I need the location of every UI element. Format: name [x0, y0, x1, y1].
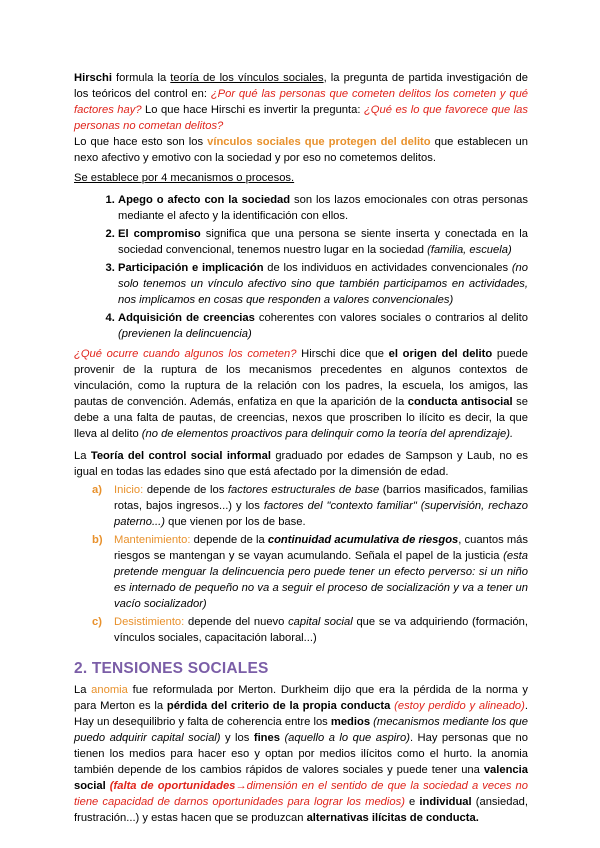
- text-run: La: [74, 450, 91, 462]
- mechanism-text: coherentes con valores sociales o contrarios al delito: [254, 312, 528, 324]
- mechanism-title: Adquisición de creencias: [118, 312, 255, 324]
- paragraph-origin-of-crime: [74, 346, 528, 442]
- section-heading: 2. TENSIONES SOCIALES: [74, 660, 269, 677]
- mechanism-text: son los lazos emocionales con otras personas mediante el afecto y la identificación con ellos.: [118, 194, 528, 222]
- list-item: [74, 614, 528, 646]
- highlight-social-bonds: vínculos sociales que protegen del delito: [207, 136, 431, 148]
- list-item: [118, 310, 528, 342]
- italic-term: factores del "contexto familiar" (supervisión, rechazo paterno...): [114, 500, 528, 528]
- list-marker: b): [92, 534, 103, 546]
- mechanism-text: de los individuos en actividades convencionales: [263, 262, 512, 274]
- mechanism-title: Apego o afecto con la sociedad: [118, 194, 291, 206]
- stage-body: [114, 614, 528, 646]
- text-run: , la pregunta de partida investigación de los teóricos del control en:: [74, 72, 528, 100]
- question-when-crime: ¿Qué ocurre cuando algunos los cometen?: [74, 348, 297, 360]
- text-run: formula la: [111, 72, 171, 84]
- mechanism-title: Participación e implicación: [118, 262, 264, 274]
- text-run: (barrios masificados, familias rotas, bajos ingresos...) y los: [114, 484, 528, 512]
- bold-term: medios: [330, 716, 371, 728]
- list-item: [118, 260, 528, 308]
- bold-term: fines: [253, 732, 280, 744]
- mechanism-note: (no solo tenemos un vínculo afectivo sino que también participamos en actividades, nos implicamos en cosas que responden a valores convencionales): [118, 262, 528, 306]
- text-run: , cuantos más riesgos se mantengan y se vayan acumulando. Señala el papel de la justicia: [114, 534, 528, 562]
- text-run: Lo que hace esto son los: [74, 136, 208, 148]
- bold-term: conducta antisocial: [407, 396, 513, 408]
- italic-note: (aquello a lo que aspiro): [279, 732, 410, 744]
- text-run: que vienen por los de base.: [165, 516, 306, 528]
- stage-label: Inicio:: [114, 484, 144, 496]
- text-run: fue reformulada por Merton. Durkheim dijo que era la pérdida de la norma y para Merton es la: [74, 684, 528, 712]
- author-name: Hirschi: [74, 72, 112, 84]
- bold-term: alternativas ilícitas de conducta.: [306, 812, 479, 824]
- mechanism-note: (previenen la delincuencia): [118, 328, 252, 340]
- text-run: . Hay un desequilibrio y falta de coherencia entre los: [74, 700, 528, 728]
- question-why-crime: ¿Por qué las personas que cometen delitos los cometen y qué factores hay?: [74, 88, 529, 116]
- text-run: y los: [220, 732, 254, 744]
- text-run: (ansiedad, frustración...) y estas hacen que se produzcan: [74, 796, 528, 824]
- italic-term: factores estructurales de base: [227, 484, 380, 496]
- text-run: depende del nuevo: [184, 616, 289, 628]
- highlight-anomie: anomia: [91, 684, 128, 696]
- italic-note: (esta pretende menguar la delincuencia pero puede tener un efecto perverso: si un niño es internado de pequeño no va a seguir el proceso de socialización y va a tener un vacío socializador): [114, 550, 528, 610]
- text-run: graduado por edades de Sampson y Laub, no es igual en todas las edades sino que está afectado por la dimensión de edad.: [74, 450, 528, 478]
- text-run: depende de la: [190, 534, 268, 546]
- stage-label: Desistimiento:: [114, 616, 185, 628]
- text-run: La: [74, 684, 92, 696]
- list-marker: c): [92, 616, 102, 628]
- text-run: que establecen un nexo afectivo y emotivo con la sociedad y por eso no cometemos delitos.: [74, 136, 528, 164]
- mechanisms-list: [74, 192, 528, 342]
- text-run: Hirschi dice que: [296, 348, 389, 360]
- list-item: [74, 532, 528, 612]
- paragraph-hirschi-intro: [74, 70, 528, 134]
- list-item: [118, 226, 528, 258]
- question-why-not-crime: ¿Qué es lo que favorece que las personas no cometan delitos?: [74, 104, 528, 132]
- italic-note: (no de elementos proactivos para delinquir como la teoría del aprendizaje).: [141, 428, 514, 440]
- red-note: →dimensión en el sentido de que la sociedad a veces no tiene capacidad de darnos oportunidades para lograr los medios): [74, 780, 528, 808]
- stage-body: [114, 532, 528, 612]
- mechanisms-heading: Se establece por 4 mecanismos o procesos.: [74, 172, 295, 184]
- text-run: depende de los: [143, 484, 228, 496]
- mechanisms-intro: [74, 170, 528, 186]
- text-run: se debe a una falta de pautas, de creencias, nexos que proscriben lo ilícito es decir, la que lleva al delito: [74, 396, 528, 440]
- red-note: (estoy perdido y alineado): [390, 700, 525, 712]
- paragraph-informal-control: [74, 448, 528, 480]
- list-item: [118, 192, 528, 224]
- text-run: que se va adquiriendo (formación, vínculos sociales, capacitación laboral...): [114, 616, 528, 644]
- mechanism-note: (familia, escuela): [427, 244, 512, 256]
- text-run: . Hay personas que no tienen los medios para hacer eso y optan por medios ilícitos como el hurto. la anomia también depende de los cambios rápidos de valores sociales y puede tener una: [74, 732, 528, 776]
- italic-note: (mecanismos mediante los que puedo adquirir capital social): [74, 716, 528, 744]
- bold-term: individual: [419, 796, 472, 808]
- list-item: [74, 482, 528, 530]
- mechanism-title: El compromiso: [118, 228, 201, 240]
- stage-body: [114, 482, 528, 530]
- list-marker: a): [92, 484, 102, 496]
- italic-term: capital social: [288, 616, 353, 628]
- text-run: e: [404, 796, 420, 808]
- paragraph-anomie: [74, 682, 528, 826]
- stages-list: [74, 482, 528, 646]
- theory-name: teoría de los vínculos sociales: [170, 72, 324, 84]
- text-run: Lo que hace Hirschi es invertir la pregunta:: [141, 104, 364, 116]
- stage-label: Mantenimiento:: [114, 534, 191, 546]
- red-bold-note: (falta de oportunidades: [105, 780, 236, 792]
- text-run: puede provenir de la ruptura de los mecanismos precedentes en algunos contextos de vinculación, como la ruptura de la relación con los padres, la escuela, los amigos, las pautas de convención. Además, enfatiza en que la aparición de la: [74, 348, 529, 408]
- bold-term: pérdida del criterio de la propia conducta: [166, 700, 391, 712]
- theory-name: Teoría del control social informal: [90, 450, 271, 462]
- bold-term: valencia social: [74, 764, 528, 792]
- bold-italic-term: continuidad acumulativa de riesgos: [267, 534, 459, 546]
- paragraph-social-bonds: [74, 134, 528, 166]
- bold-term: el origen del delito: [388, 348, 493, 360]
- mechanism-text: significa que una persona se siente inserta y conectada en la sociedad convencional, tenemos nuestro lugar en la sociedad: [118, 228, 528, 256]
